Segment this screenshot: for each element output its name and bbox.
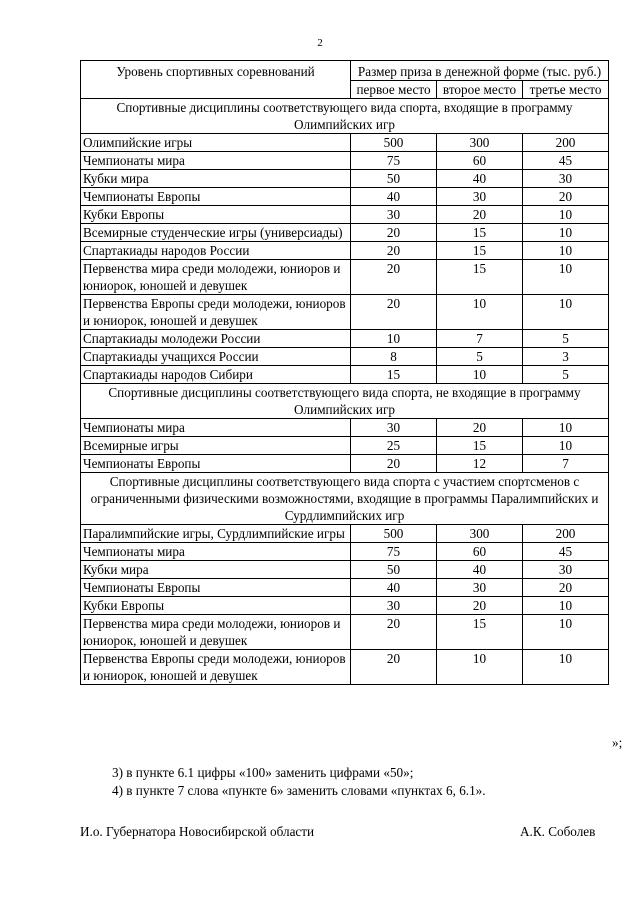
table-row [81, 437, 609, 455]
table-row [81, 561, 609, 579]
prize-place-2: 15 [437, 242, 523, 260]
signature-name: А.К. Соболев [520, 824, 596, 839]
table-row [81, 366, 609, 384]
competition-name: Спартакиады молодежи России [81, 330, 351, 348]
prize-place-1: 30 [351, 597, 437, 615]
prize-place-2: 300 [437, 134, 523, 152]
prize-place-2: 60 [437, 152, 523, 170]
competition-name: Первенства Европы среди молодежи, юниоров и юниорок, юношей и девушек [81, 295, 351, 330]
competition-name: Первенства Европы среди молодежи, юниоров и юниорок, юношей и девушек [81, 650, 351, 685]
competition-name: Спартакиады народов Сибири [81, 366, 351, 384]
table-row [81, 419, 609, 437]
prize-place-2: 40 [437, 170, 523, 188]
prize-place-1: 20 [351, 295, 437, 330]
prize-place-1: 75 [351, 543, 437, 561]
table-body [81, 99, 609, 685]
prize-place-3: 10 [523, 295, 609, 330]
prize-place-2: 20 [437, 597, 523, 615]
prize-place-2: 60 [437, 543, 523, 561]
competition-name: Паралимпийские игры, Сурдлимпийские игры [81, 525, 351, 543]
prize-place-3: 200 [523, 134, 609, 152]
table-row [81, 170, 609, 188]
prize-place-3: 10 [523, 260, 609, 295]
table-row [81, 242, 609, 260]
prize-place-2: 40 [437, 561, 523, 579]
header-prize: Размер приза в денежной форме (тыс. руб.) [351, 61, 609, 81]
prize-place-1: 75 [351, 152, 437, 170]
competition-name: Кубки мира [81, 561, 351, 579]
table-row [81, 260, 609, 295]
table-row [81, 224, 609, 242]
amendment-4: 4) в пункте 7 слова «пункте 6» заменить словами «пунктах 6, 6.1». [112, 783, 486, 798]
table-row [81, 330, 609, 348]
table-row [81, 134, 609, 152]
prize-place-3: 10 [523, 419, 609, 437]
competition-name: Всемирные студенческие игры (универсиады) [81, 224, 351, 242]
table-row [81, 525, 609, 543]
prize-place-2: 12 [437, 455, 523, 473]
prize-place-2: 15 [437, 437, 523, 455]
prize-place-3: 10 [523, 206, 609, 224]
prize-place-1: 20 [351, 650, 437, 685]
prize-place-1: 20 [351, 615, 437, 650]
prize-place-2: 10 [437, 366, 523, 384]
competition-name: Чемпионаты мира [81, 152, 351, 170]
header-place-2: второе место [437, 81, 523, 99]
prize-place-2: 20 [437, 206, 523, 224]
table-row [81, 597, 609, 615]
table-row [81, 543, 609, 561]
prize-place-2: 15 [437, 260, 523, 295]
prize-place-2: 300 [437, 525, 523, 543]
table-row [81, 188, 609, 206]
table-header-row [81, 61, 609, 81]
prize-place-1: 40 [351, 188, 437, 206]
table-row [81, 295, 609, 330]
prize-place-3: 10 [523, 615, 609, 650]
prize-place-1: 500 [351, 134, 437, 152]
prize-place-2: 30 [437, 579, 523, 597]
prize-place-3: 7 [523, 455, 609, 473]
prize-place-1: 30 [351, 419, 437, 437]
table-row [81, 152, 609, 170]
prize-place-3: 10 [523, 437, 609, 455]
competition-name: Спартакиады учащихся России [81, 348, 351, 366]
prize-place-1: 30 [351, 206, 437, 224]
section-title: Спортивные дисциплины соответствующего вида спорта, не входящие в программу Олимпийских игр [81, 384, 609, 419]
prize-place-3: 30 [523, 561, 609, 579]
prize-place-1: 8 [351, 348, 437, 366]
prize-place-3: 10 [523, 650, 609, 685]
prize-place-1: 20 [351, 242, 437, 260]
prize-place-2: 20 [437, 419, 523, 437]
prize-table [80, 60, 609, 685]
prize-place-1: 15 [351, 366, 437, 384]
prize-place-1: 500 [351, 525, 437, 543]
prize-place-2: 15 [437, 615, 523, 650]
prize-place-3: 20 [523, 188, 609, 206]
competition-name: Кубки Европы [81, 597, 351, 615]
section-row [81, 384, 609, 419]
prize-place-3: 10 [523, 242, 609, 260]
page-number: 2 [317, 37, 323, 49]
competition-name: Чемпионаты Европы [81, 579, 351, 597]
prize-place-1: 20 [351, 455, 437, 473]
prize-place-1: 50 [351, 561, 437, 579]
competition-name: Первенства мира среди молодежи, юниоров и юниорок, юношей и девушек [81, 260, 351, 295]
prize-place-3: 45 [523, 152, 609, 170]
competition-name: Чемпионаты мира [81, 419, 351, 437]
table-row [81, 348, 609, 366]
competition-name: Чемпионаты Европы [81, 455, 351, 473]
competition-name: Спартакиады народов России [81, 242, 351, 260]
signature-position: И.о. Губернатора Новосибирской области [80, 824, 315, 839]
table-row [81, 615, 609, 650]
prize-place-3: 45 [523, 543, 609, 561]
competition-name: Олимпийские игры [81, 134, 351, 152]
table-row [81, 455, 609, 473]
prize-place-2: 10 [437, 650, 523, 685]
prize-place-2: 15 [437, 224, 523, 242]
prize-place-2: 10 [437, 295, 523, 330]
header-place-1: первое место [351, 81, 437, 99]
competition-name: Кубки Европы [81, 206, 351, 224]
prize-place-3: 3 [523, 348, 609, 366]
header-place-3: третье место [523, 81, 609, 99]
table-row [81, 206, 609, 224]
prize-place-1: 50 [351, 170, 437, 188]
prize-place-3: 30 [523, 170, 609, 188]
section-title: Спортивные дисциплины соответствующего вида спорта с участием спортсменов с ограниченными физическими возможностями, входящие в программы Паралимпийских и Сурдлимпийских игр [81, 473, 609, 525]
competition-name: Всемирные игры [81, 437, 351, 455]
prize-place-1: 20 [351, 224, 437, 242]
amendment-3: 3) в пункте 6.1 цифры «100» заменить цифрами «50»; [112, 765, 414, 780]
header-level: Уровень спортивных соревнований [81, 61, 351, 99]
prize-place-2: 7 [437, 330, 523, 348]
prize-place-3: 10 [523, 224, 609, 242]
prize-place-3: 20 [523, 579, 609, 597]
competition-name: Кубки мира [81, 170, 351, 188]
competition-name: Чемпионаты мира [81, 543, 351, 561]
competition-name: Первенства мира среди молодежи, юниоров и юниорок, юношей и девушек [81, 615, 351, 650]
prize-place-1: 20 [351, 260, 437, 295]
section-row [81, 99, 609, 134]
section-title: Спортивные дисциплины соответствующего вида спорта, входящие в программу Олимпийских игр [81, 99, 609, 134]
table-row [81, 650, 609, 685]
prize-place-3: 5 [523, 330, 609, 348]
section-row [81, 473, 609, 525]
prize-place-1: 40 [351, 579, 437, 597]
prize-place-2: 30 [437, 188, 523, 206]
table-row [81, 579, 609, 597]
prize-place-3: 5 [523, 366, 609, 384]
prize-place-3: 200 [523, 525, 609, 543]
prize-place-1: 10 [351, 330, 437, 348]
prize-place-1: 25 [351, 437, 437, 455]
prize-place-2: 5 [437, 348, 523, 366]
closing-quote: »; [612, 735, 623, 750]
prize-place-3: 10 [523, 597, 609, 615]
competition-name: Чемпионаты Европы [81, 188, 351, 206]
